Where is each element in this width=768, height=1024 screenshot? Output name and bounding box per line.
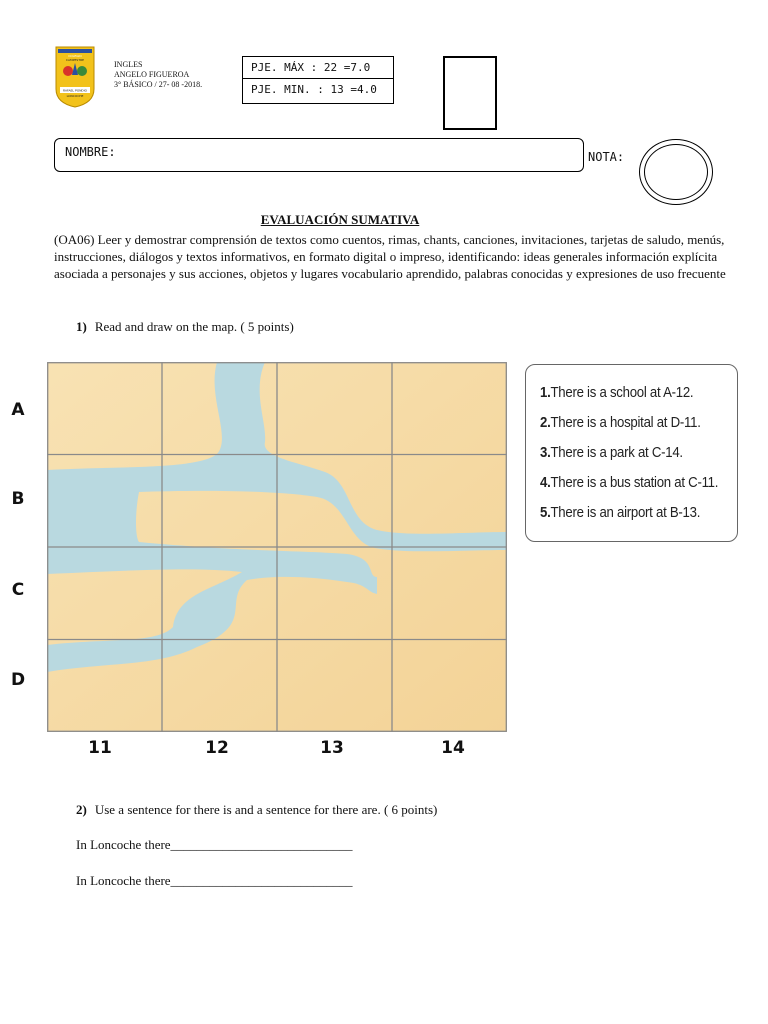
question-2-number: 2) (76, 802, 87, 817)
score-max: PJE. MÁX : 22 =7.0 (243, 57, 393, 79)
question-2 (76, 802, 437, 818)
map-grid[interactable] (47, 362, 507, 732)
photo-box (443, 56, 497, 130)
grade-circle[interactable] (639, 139, 713, 205)
question-1 (76, 319, 294, 335)
page-title: EVALUACIÓN SUMATIVA (260, 212, 420, 227)
name-label: NOMBRE: (65, 145, 116, 159)
answer-line-1[interactable]: In Loncoche there____________________________ (76, 837, 353, 852)
question-1-number: 1) (76, 319, 87, 334)
teacher: ANGELO FIGUEROA (114, 70, 190, 79)
answer-line-2[interactable]: In Loncoche there____________________________ (76, 873, 353, 888)
name-field[interactable] (54, 138, 584, 172)
score-min: PJE. MIN. : 13 =4.0 (251, 83, 377, 96)
row-label-d: D (10, 670, 26, 690)
col-label-12: 12 (205, 738, 229, 758)
clue-3: 3.There is a park at C-14. (540, 444, 683, 461)
logo-line-4: LONCOCHE (66, 94, 84, 98)
logo-line-3: RAFAEL PONDIO (62, 88, 88, 93)
row-label-a: A (11, 400, 25, 420)
course-date: 3° BÁSICO / 27- 08 -2018. (114, 80, 203, 89)
row-label-b: B (11, 489, 25, 509)
clue-1: 1.There is a school at A-12. (540, 384, 694, 401)
clue-5: 5.There is an airport at B-13. (540, 504, 701, 521)
objective-text: (OA06) Leer y demostrar comprensión de textos como cuentos, rimas, chants, canciones, invitaciones, tarjetas de saludo, menús, instrucciones, diálogos y textos informativos, en formato digital o impreso, identificando: ideas generales información explícita asociada a personajes y sus acciones, objetos y lugares vocabulario aprendido, palabras conocidas y expresiones de uso frecuente (54, 232, 726, 281)
logo-line-1: COLEGIO (68, 54, 82, 58)
row-label-c: C (11, 580, 25, 600)
question-2-text: Use a sentence for there is and a sentence for there are. ( 6 points) (94, 802, 438, 817)
question-1-text: Read and draw on the map. ( 5 points) (94, 319, 294, 334)
school-logo (54, 45, 96, 109)
col-label-11: 11 (88, 738, 112, 758)
col-label-13: 13 (320, 738, 344, 758)
score-box (242, 56, 394, 104)
grade-label: NOTA: (588, 150, 625, 164)
clue-4: 4.There is a bus station at C-11. (540, 474, 719, 491)
clue-2: 2.There is a hospital at D-11. (540, 414, 701, 431)
header-info (114, 60, 202, 90)
subject: INGLES (114, 60, 143, 69)
logo-line-2: CAMPESTRE (65, 58, 85, 62)
col-label-14: 14 (441, 738, 465, 758)
